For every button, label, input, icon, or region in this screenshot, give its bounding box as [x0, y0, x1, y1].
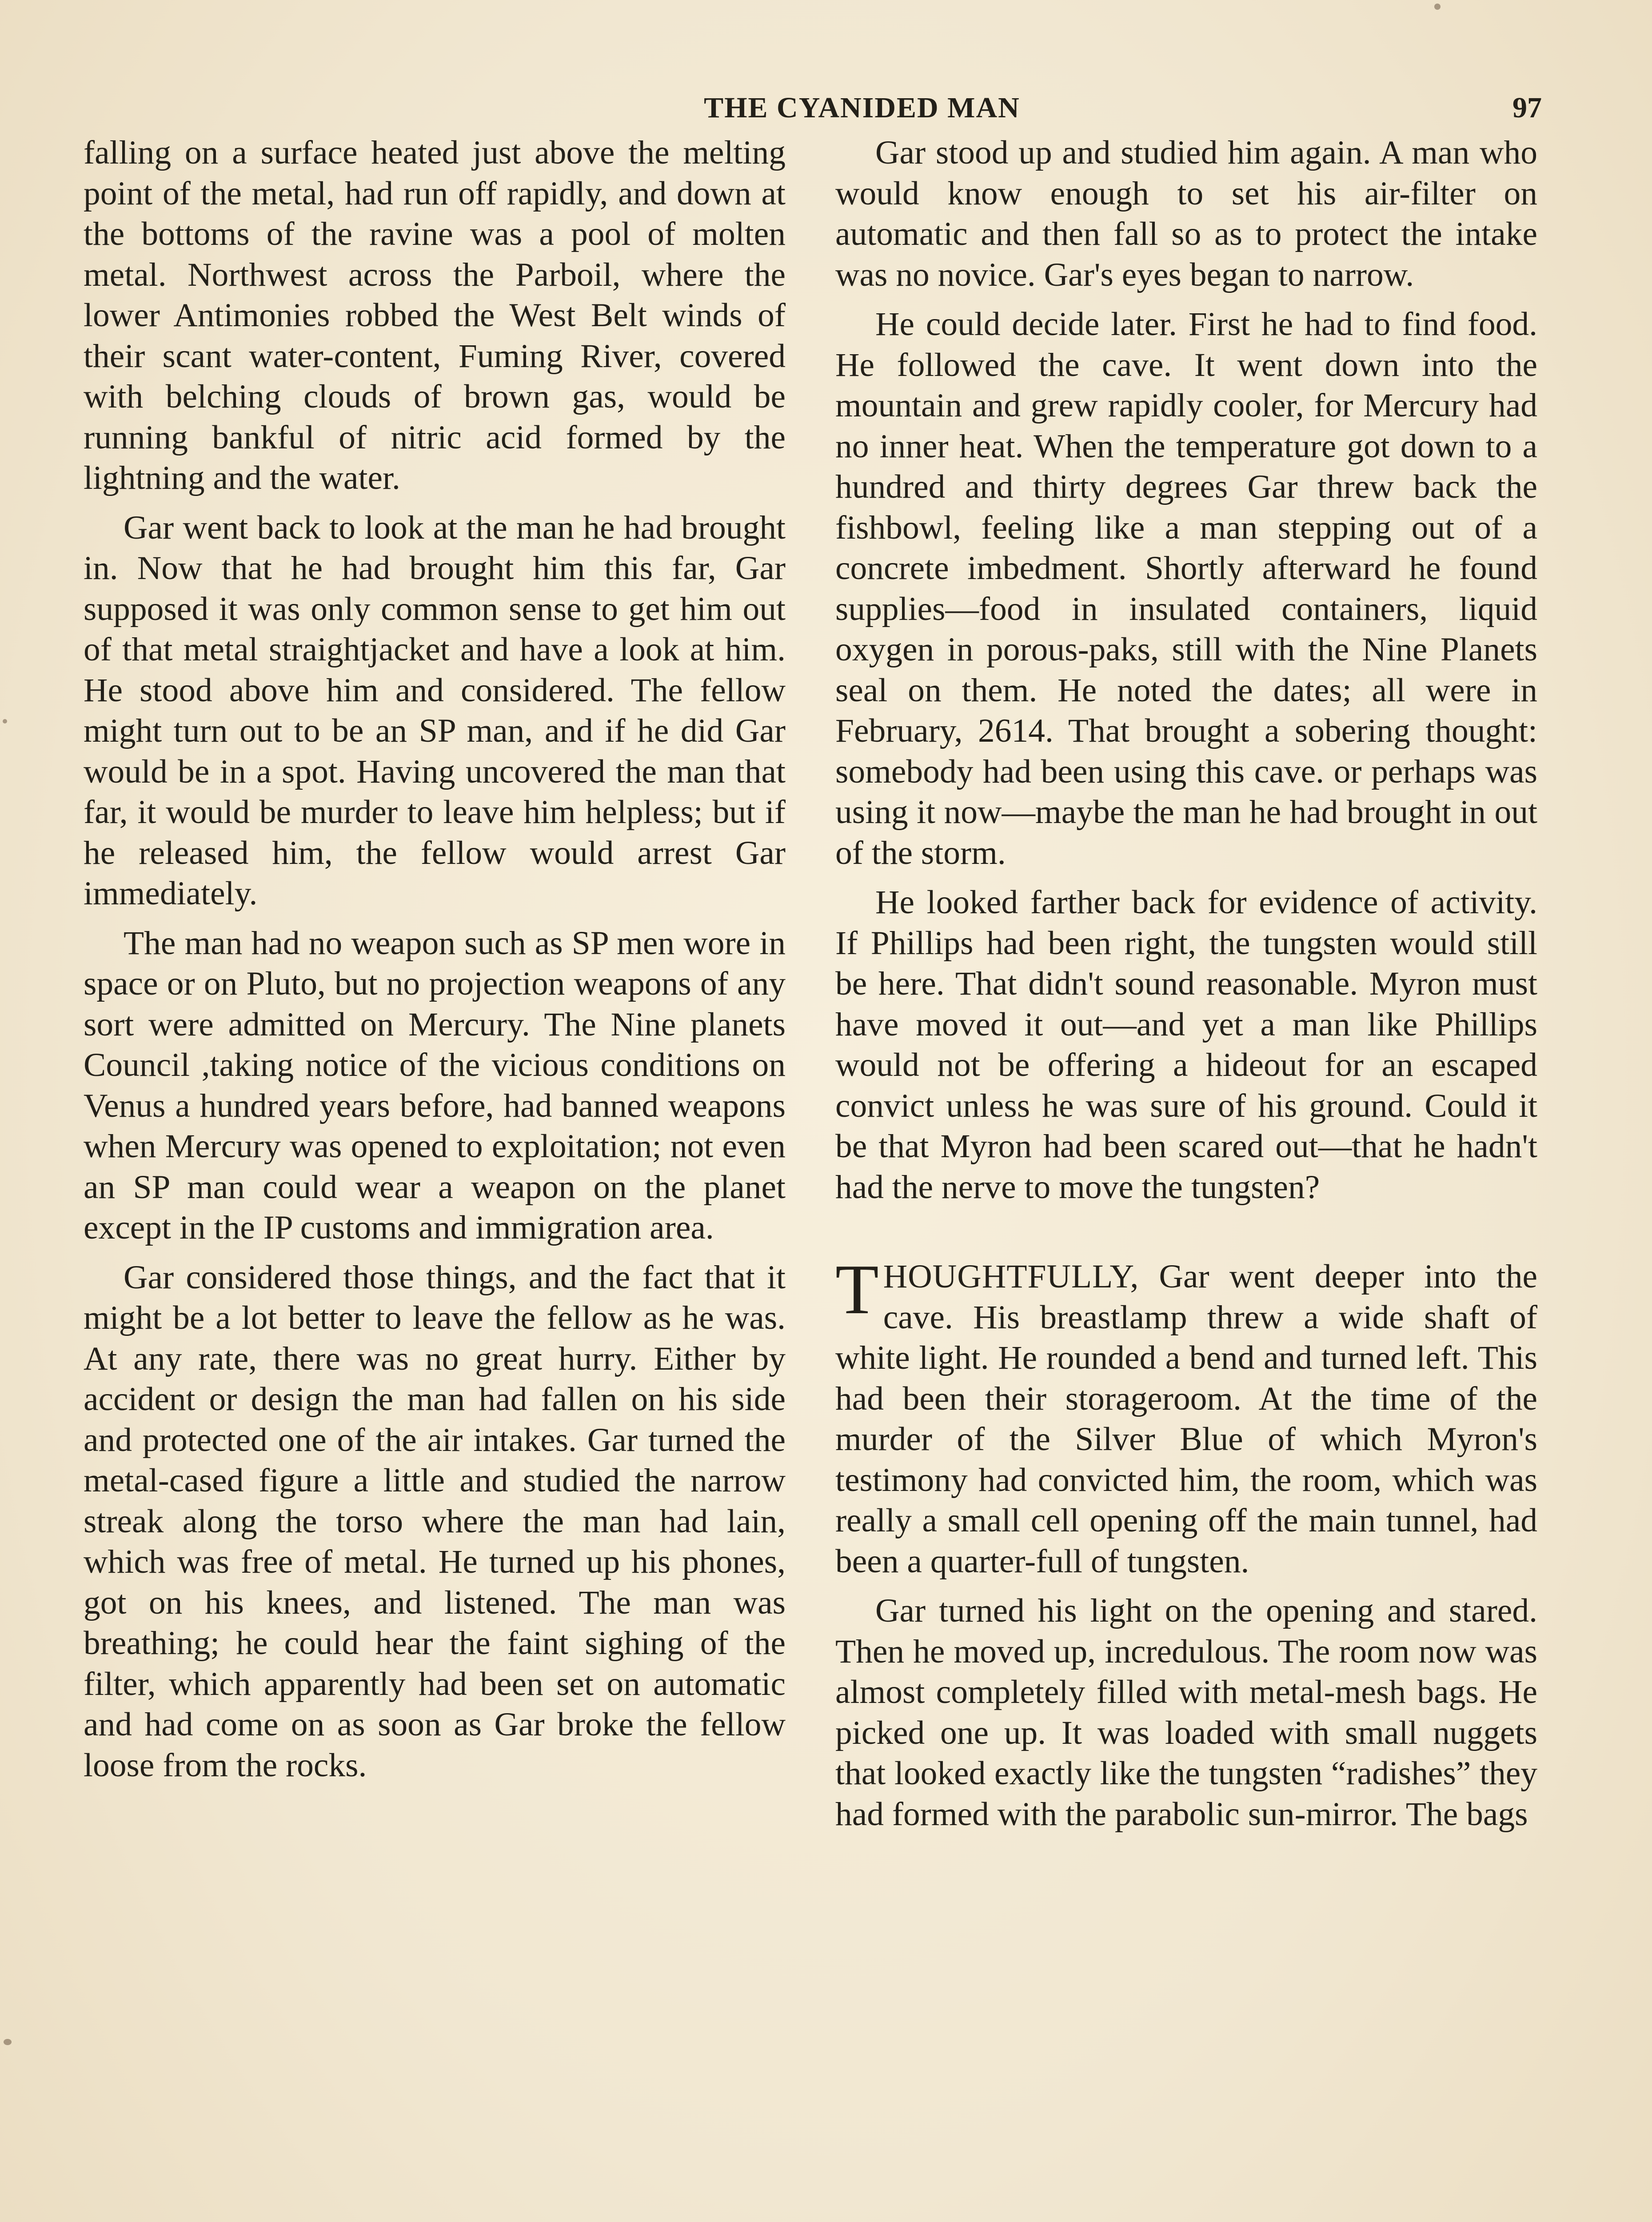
running-header — [80, 91, 1542, 131]
drop-cap: T — [835, 1250, 879, 1329]
paragraph: Gar turned his light on the opening and stared. Then he moved up, incredulous. The room now was almost completely filled with metal-mesh bags. He picked one up. It was loaded with small nuggets that looked exactly like the tungsten “radishes” they had formed with the parabolic sun-mirror. The bags — [835, 1592, 1537, 1833]
paragraph: He looked farther back for evidence of activity. If Phillips had been right, the tungsten would still be here. That didn't sound reasonable. Myron must have moved it out—and yet a man like Phillips would not be offering a hideout for an escaped convict unless he was sure of his ground. Could it be that Myron had been scared out—that he hadn't had the nerve to move the tungsten? — [835, 884, 1537, 1206]
lead-in-caps: HOUGHTFULLY, — [883, 1258, 1139, 1295]
section-break — [835, 1216, 1537, 1256]
left-column — [84, 132, 786, 1794]
paragraph: The man had no weapon such as SP men wore in space or on Pluto, but no projection weapons of any sort were admitted on Mercury. The Nine planets Council ,taking notice of the vicious conditions on Venus a hundred years before, had banned weapons when Mercury was opened to exploitation; not even an SP man could wear a weapon on the planet except in the IP customs and immigration area. — [84, 924, 786, 1246]
dropcap-paragraph — [835, 1250, 1537, 1582]
paragraph: Gar considered those things, and the fact that it might be a lot better to leave the fellow as he was. At any rate, there was no great hurry. Either by accident or design the man had fallen on his side and protected one of the air intakes. Gar turned the metal-cased figure a little and studied the narrow streak along the torso where the man had lain, which was free of metal. He turned up his phones, got on his knees, and listened. The man was breathing; he could hear the faint sighing of the filter, which apparently had been set on automatic and had come on as soon as Gar broke the fellow loose from the rocks. — [84, 1259, 786, 1784]
paper-speck — [3, 719, 7, 723]
paragraph: falling on a surface heated just above the melting point of the metal, had run off rapidly, and down at the bottoms of the ravine was a pool of molten metal. Northwest across the Parboil, where the lower Antimonies robbed the West Belt winds of their scant water-content, Fuming River, covered with belching clouds of brown gas, would be running bankful of nitric acid formed by the lightning and the water. — [84, 134, 786, 496]
right-column — [835, 132, 1537, 1843]
paper-speck — [1434, 4, 1441, 10]
paragraph: Gar stood up and studied him again. A man who would know enough to set his air-filter on automatic and then fall so as to protect the intake was no novice. Gar's eyes began to narrow. — [835, 134, 1537, 293]
paper-speck — [4, 2039, 12, 2045]
running-title: THE CYANIDED MAN — [704, 92, 1020, 124]
paragraph: Gar went back to look at the man he had brought in. Now that he had brought him this far, Gar supposed it was only common sense to get him out of that metal straightjacket and have a look at him. He stood above him and considered. The fellow might turn out to be an SP man, and if he did Gar would be in a spot. Having uncovered the man that far, it would be murder to leave him helpless; but if he released him, the fellow would arrest Gar immediately. — [84, 509, 786, 912]
page-number: 97 — [1512, 92, 1542, 124]
paragraph: He could decide later. First he had to find food. He followed the cave. It went down into the mountain and grew rapidly cooler, for Mercury had no inner heat. When the temperature got down to a hundred and thirty degrees Gar threw back the fishbowl, feeling like a man stepping out of a concrete imbedment. Shortly afterward he found supplies—food in insulated containers, liquid oxygen in porous-paks, still with the Nine Planets seal on them. He noted the dates; all were in February, 2614. That brought a sobering thought: somebody had been using this cave. or perhaps was using it now—maybe the man he had brought in out of the storm. — [835, 306, 1537, 871]
dropcap-paragraph-text: Gar went deeper into the cave. His breastlamp threw a wide shaft of white light. He rounded a bend and turned left. This had been their storageroom. At the time of the murder of the Silver Blue of which Myron's testimony had convicted him, the room, which was really a small cell opening off the main tunnel, had been a quarter-full of tungsten. — [835, 1258, 1537, 1580]
